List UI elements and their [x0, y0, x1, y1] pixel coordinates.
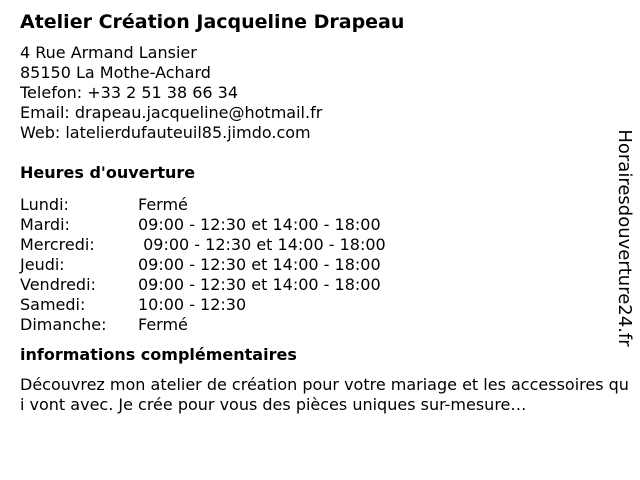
- time-value: 09:00 - 12:30 et 14:00 - 18:00: [138, 215, 381, 234]
- street-address: 4 Rue Armand Lansier: [20, 43, 197, 62]
- time-value: Fermé: [138, 315, 188, 334]
- address-block: [20, 43, 620, 143]
- info-heading: informations complémentaires: [20, 345, 297, 364]
- hours-row-dimanche: [20, 315, 386, 335]
- hours-row-jeudi: [20, 255, 386, 275]
- info-description: Découvrez mon atelier de création pour votre mariage et les accessoires qui vont avec. Je crée pour vous des pièces uniques sur-mesure…: [20, 375, 629, 414]
- email-line: Email: drapeau.jacqueline@hotmail.fr: [20, 103, 323, 122]
- day-label: Samedi:: [20, 295, 86, 314]
- website-line: Web: latelierdufauteuil85.jimdo.com: [20, 123, 311, 142]
- hours-row-lundi: [20, 195, 386, 215]
- hours-row-mercredi: [20, 235, 386, 255]
- day-label: Lundi:: [20, 195, 69, 214]
- hours-heading: Heures d'ouverture: [20, 163, 196, 182]
- day-label: Dimanche:: [20, 315, 107, 334]
- postal-city: 85150 La Mothe-Achard: [20, 63, 211, 82]
- site-watermark: Horairesdouverture24.fr: [614, 129, 635, 347]
- business-name: Atelier Création Jacqueline Drapeau: [20, 11, 405, 33]
- day-label: Mercredi:: [20, 235, 95, 254]
- day-label: Vendredi:: [20, 275, 96, 294]
- time-value: 10:00 - 12:30: [138, 295, 247, 314]
- hours-row-samedi: [20, 295, 386, 315]
- day-label: Mardi:: [20, 215, 70, 234]
- hours-row-mardi: [20, 215, 386, 235]
- time-value: 09:00 - 12:30 et 14:00 - 18:00: [138, 235, 386, 254]
- opening-hours-table: [20, 195, 386, 335]
- day-label: Jeudi:: [20, 255, 65, 274]
- time-value: Fermé: [138, 195, 188, 214]
- phone-line: Telefon: +33 2 51 38 66 34: [20, 83, 239, 102]
- hours-row-vendredi: [20, 275, 386, 295]
- time-value: 09:00 - 12:30 et 14:00 - 18:00: [138, 255, 381, 274]
- time-value: 09:00 - 12:30 et 14:00 - 18:00: [138, 275, 381, 294]
